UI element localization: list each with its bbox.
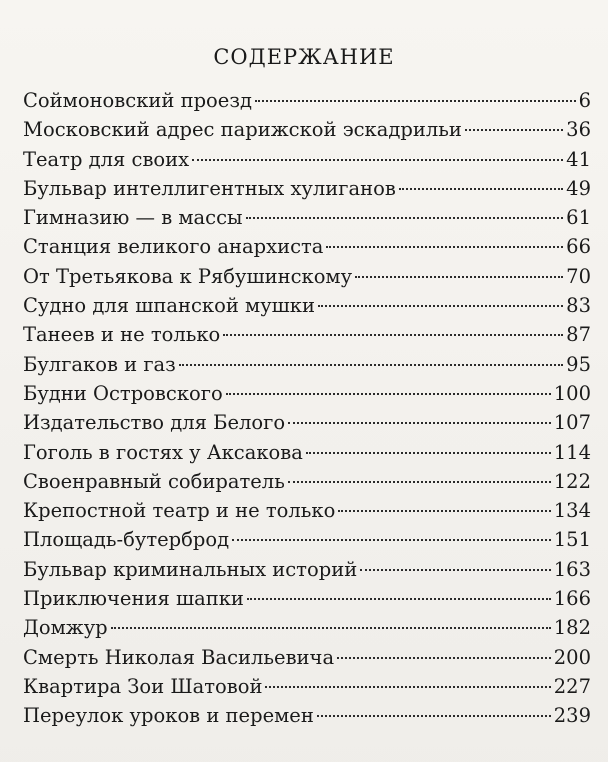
- toc-entry: [23, 672, 591, 701]
- toc-dot-leader: [355, 275, 563, 278]
- toc-entry-title: Приключения шапки: [23, 587, 244, 611]
- toc-entry: [23, 408, 591, 437]
- toc-entry-title: Станция великого анархиста: [23, 235, 324, 259]
- toc-dot-leader: [360, 568, 551, 571]
- toc-dot-leader: [255, 99, 576, 102]
- toc-entry-page-number: 87: [566, 323, 591, 347]
- toc-entry: [23, 613, 591, 642]
- toc-entry: [23, 320, 591, 349]
- toc-entry: [23, 525, 591, 554]
- toc-entry-title: Квартира Зои Шатовой: [23, 674, 263, 698]
- toc-dot-leader: [179, 363, 563, 366]
- toc-entry-page-number: 6: [578, 89, 591, 112]
- toc-entry: [23, 115, 591, 144]
- toc-entry: [23, 701, 591, 730]
- toc-entry-title: Крепостной театр и не только: [23, 499, 336, 523]
- toc-dot-leader: [111, 626, 551, 629]
- toc-entry-page-number: 151: [553, 528, 591, 552]
- toc-entry: [23, 555, 591, 584]
- toc-entry-page-number: 61: [566, 206, 591, 230]
- toc-dot-leader: [399, 187, 563, 190]
- toc-dot-leader: [226, 392, 551, 395]
- toc-dot-leader: [326, 245, 563, 248]
- toc-entry-page-number: 182: [553, 616, 591, 640]
- toc-entry: [23, 232, 591, 261]
- toc-entry-title: Московский адрес парижской эскадрильи: [23, 118, 462, 142]
- toc-dot-leader: [232, 538, 551, 541]
- toc-dot-leader: [465, 128, 563, 131]
- toc-entry: [23, 379, 591, 408]
- toc-entry-title: От Третьякова к Рябушинскому: [23, 264, 353, 288]
- toc-entry-page-number: 107: [553, 411, 591, 435]
- toc-entry-title: Издательство для Белого: [23, 411, 286, 435]
- toc-entry-page-number: 227: [553, 674, 591, 698]
- toc-entry-page-number: 239: [553, 704, 591, 728]
- toc-entry-page-number: 41: [566, 147, 591, 171]
- toc-dot-leader: [318, 304, 563, 307]
- toc-entry: [23, 174, 591, 203]
- toc-dot-leader: [265, 685, 550, 688]
- toc-entry-title: Бульвар криминальных историй: [23, 557, 358, 581]
- toc-entry-page-number: 122: [553, 469, 591, 493]
- toc-dot-leader: [288, 480, 551, 483]
- toc-entry-title: Соймоновский проезд: [23, 89, 252, 112]
- toc-dot-leader: [306, 451, 551, 454]
- toc-entry-title: Смерть Николая Васильевича: [23, 645, 335, 669]
- table-of-contents: [23, 86, 591, 731]
- toc-entry-page-number: 70: [566, 264, 591, 288]
- toc-entry-page-number: 95: [566, 352, 591, 376]
- toc-entry: [23, 262, 591, 291]
- toc-entry: [23, 438, 591, 467]
- toc-entry-title: Театр для своих: [23, 147, 190, 171]
- toc-entry: [23, 350, 591, 379]
- toc-entry-title: Бульвар интеллигентных хулиганов: [23, 176, 396, 200]
- toc-entry-title: Судно для шпанской мушки: [23, 294, 315, 318]
- toc-entry-title: Площадь-бутерброд: [23, 528, 230, 552]
- toc-entry: [23, 467, 591, 496]
- page-title: СОДЕРЖАНИЕ: [213, 45, 395, 70]
- toc-entry-title: Гоголь в гостях у Аксакова: [23, 440, 303, 464]
- toc-entry-page-number: 100: [553, 381, 591, 405]
- toc-dot-leader: [223, 333, 563, 336]
- toc-entry: [23, 291, 591, 320]
- toc-dot-leader: [338, 509, 550, 512]
- toc-entry-page-number: 114: [553, 440, 591, 464]
- toc-entry-title: Своенравный собиратель: [23, 469, 285, 493]
- toc-entry-title: Танеев и не только: [23, 323, 221, 347]
- toc-entry-page-number: 166: [553, 587, 591, 611]
- toc-entry-page-number: 83: [566, 294, 591, 318]
- toc-entry: [23, 203, 591, 232]
- toc-dot-leader: [192, 158, 563, 161]
- toc-entry: [23, 145, 591, 174]
- toc-entry: [23, 643, 591, 672]
- toc-entry-page-number: 134: [553, 499, 591, 523]
- toc-entry-page-number: 163: [553, 557, 591, 581]
- toc-entry-page-number: 200: [553, 645, 591, 669]
- toc-entry-title: Гимназию — в массы: [23, 206, 243, 230]
- toc-entry-title: Будни Островского: [23, 381, 223, 405]
- toc-dot-leader: [247, 597, 551, 600]
- toc-entry-page-number: 49: [566, 176, 591, 200]
- toc-dot-leader: [288, 421, 551, 424]
- toc-entry-title: Домжур: [23, 616, 108, 640]
- toc-entry-page-number: 36: [566, 118, 591, 142]
- toc-dot-leader: [246, 216, 564, 219]
- toc-entry-title: Булгаков и газ: [23, 352, 176, 376]
- toc-entry: [23, 86, 591, 115]
- toc-dot-leader: [317, 714, 551, 717]
- toc-entry-page-number: 66: [566, 235, 591, 259]
- toc-entry: [23, 584, 591, 613]
- toc-entry: [23, 496, 591, 525]
- toc-entry-title: Переулок уроков и перемен: [23, 704, 314, 728]
- toc-dot-leader: [337, 656, 551, 659]
